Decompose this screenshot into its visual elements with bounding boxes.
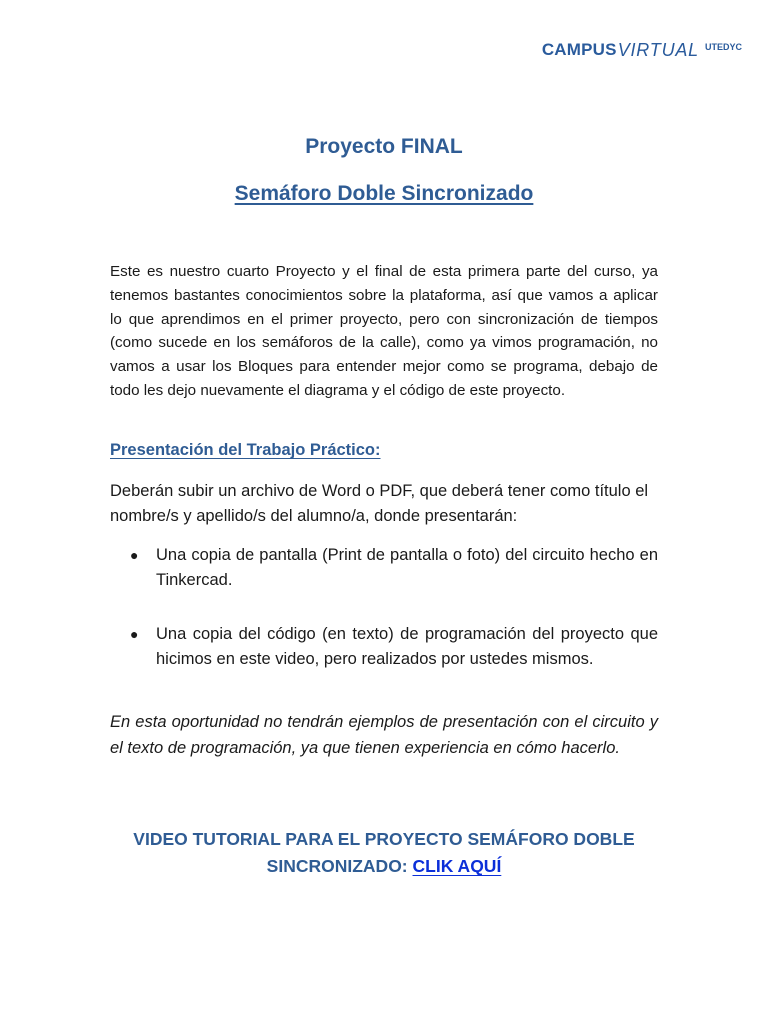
- section-heading: Presentación del Trabajo Práctico:: [110, 441, 381, 459]
- campus-virtual-logo: [542, 40, 742, 61]
- logo-org-text: UTEDYC: [704, 42, 742, 52]
- bullet-icon: ●: [130, 547, 139, 563]
- bullet-icon: ●: [130, 626, 139, 642]
- video-tutorial-link[interactable]: CLIK AQUÍ: [412, 856, 502, 876]
- list-item-text: Una copia del código (en texto) de programación del proyecto que hicimos en este video, pero realizados por ustedes mismos.: [156, 625, 658, 668]
- list-item: [110, 622, 658, 672]
- document-subtitle-text: Semáforo Doble Sincronizado: [234, 182, 534, 205]
- video-tutorial-callout: [0, 826, 768, 880]
- logo-virtual-text: VIRTUAL: [617, 40, 699, 60]
- document-title: Proyecto FINAL: [305, 135, 463, 158]
- list-item-text: Una copia de pantalla (Print de pantalla o foto) del circuito hecho en Tinkercad.: [156, 546, 658, 589]
- cta-line-2: SINCRONIZADO:: [266, 856, 408, 876]
- instructions-paragraph: Deberán subir un archivo de Word o PDF, que deberá tener como título el nombre/s y apellido/s del alumno/a, donde presentarán:: [110, 482, 649, 525]
- logo-campus-text: CAMPUS: [541, 40, 617, 59]
- document-subtitle: [0, 182, 768, 206]
- list-item: [110, 543, 658, 593]
- cta-line-1: VIDEO TUTORIAL PARA EL PROYECTO SEMÁFORO DOBLE: [133, 829, 635, 849]
- note-paragraph: En esta oportunidad no tendrán ejemplos de presentación con el circuito y el texto de programación, ya que tienen experiencia en cómo hacerlo.: [110, 713, 658, 757]
- intro-paragraph: Este es nuestro cuarto Proyecto y el final de esta primera parte del curso, ya tenemos bastantes conocimientos sobre la plataforma, así que vamos a aplicar lo que aprendimos en el primer proyecto, pero con sincronización de tiempos (como sucede en los semáforos de la calle), como ya vimos programación, no vamos a usar los Bloques para entender mejor como se programa, debajo de todo les dejo nuevamente el diagrama y el código de este proyecto.: [110, 263, 658, 399]
